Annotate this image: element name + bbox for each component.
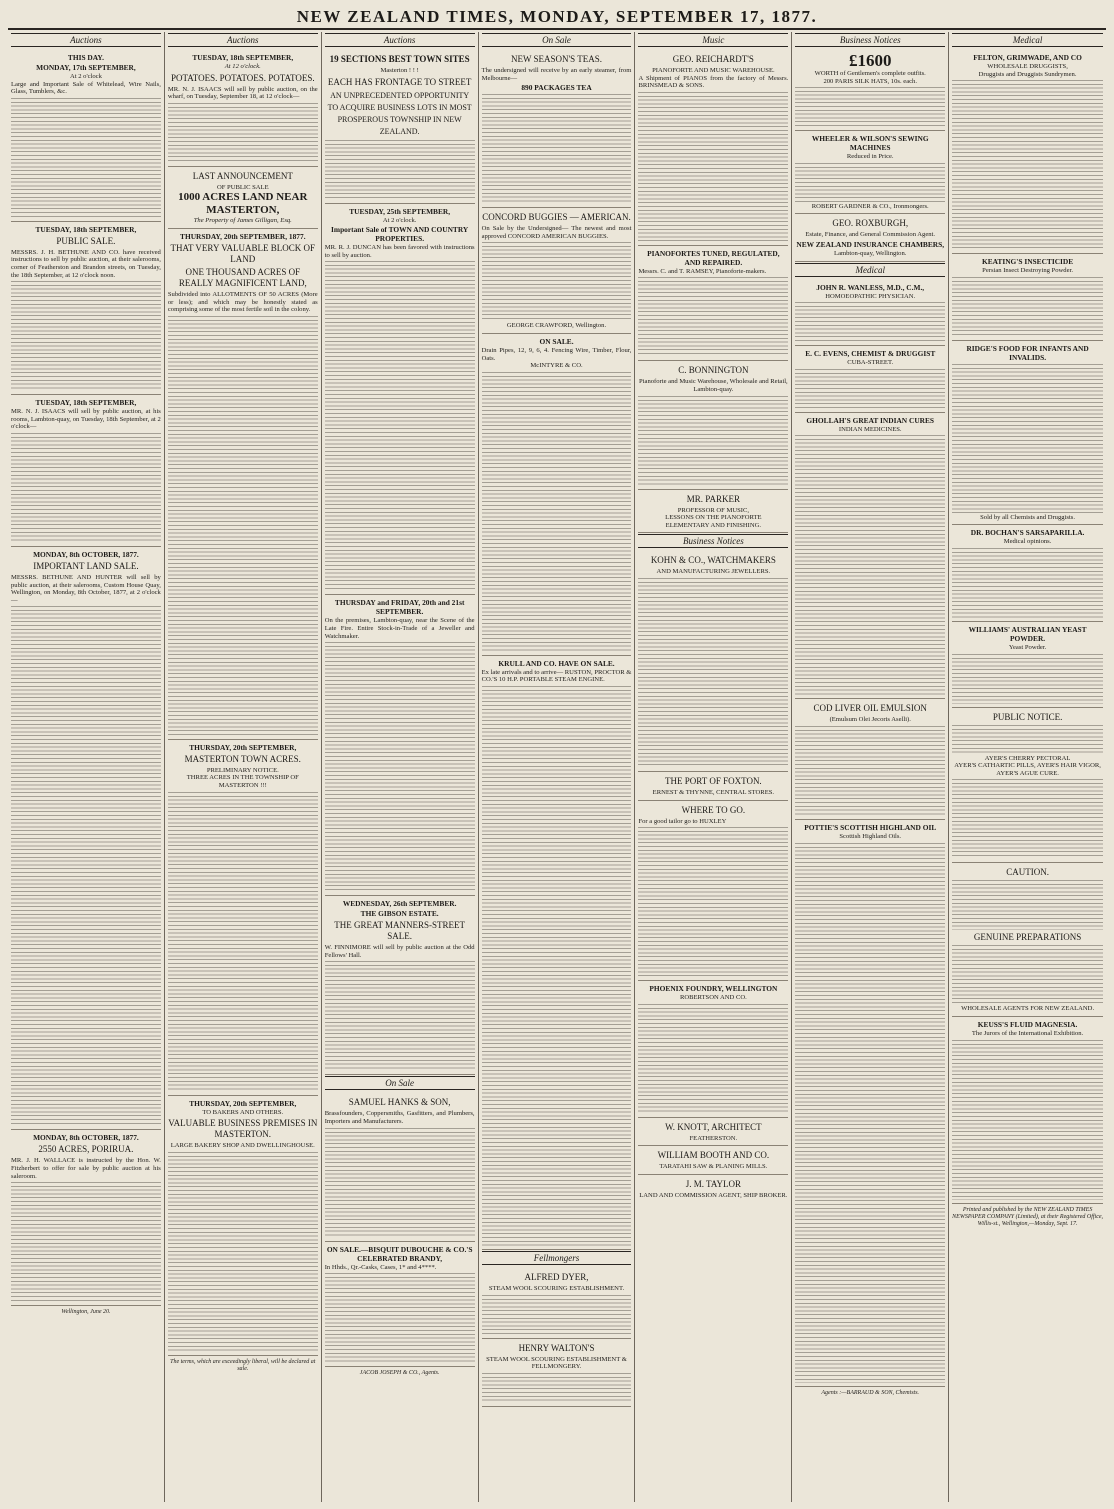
ad-body: MESSRS. J. H. BETHUNE AND CO. have received instructions to sell by public auction, at their salerooms, corner of Featherston and Brandon streets, on Tuesday, the 18th September, at 12 o'clock noon.	[11, 248, 161, 279]
ad-block	[11, 395, 161, 547]
ad-heading: FELTON, GRIMWADE, AND CO	[973, 53, 1082, 62]
ad-body: Drain Pipes, 12, 9, 6, 4. Fencing Wire, Timber, Flour, Oats.	[481, 346, 632, 362]
ad-body: MR. N. J. ISAACS will sell by public auction, on the wharf, on Tuesday, September 18, at 12 o'clock—	[167, 85, 318, 101]
ad-body: AN UNPRECEDENTED OPPORTUNITY TO ACQUIRE BUSINESS LOTS IN MOST PROSPEROUS TOWNSHIP IN NEW ZEALAND.	[327, 90, 472, 136]
ad-block	[638, 1146, 788, 1175]
section-header: Auctions	[325, 33, 475, 47]
ad-line: THE GREAT MANNERS-STREET SALE.	[334, 920, 466, 942]
ad-heading: SAMUEL HANKS & SON,	[348, 1097, 451, 1108]
section-header: Medical	[795, 263, 945, 277]
ad-block	[11, 50, 161, 222]
text-fill	[11, 433, 161, 543]
ad-heading: TUESDAY, 18th SEPTEMBER,	[35, 224, 137, 234]
ad-heading: MONDAY, 8th OCTOBER, 1877.	[33, 549, 139, 559]
text-fill	[952, 80, 1103, 250]
ad-block	[638, 1175, 788, 1203]
ad-body: AYER'S CATHARTIC PILLS, AYER'S HAIR VIGOR, AYER'S AGUE CURE.	[954, 762, 1101, 777]
text-fill	[325, 1128, 475, 1238]
ad-body: On Sale by the Undersigned— The newest and most approved CONCORD AMERICAN BUGGIES.	[481, 225, 632, 240]
ad-line: McINTYRE & CO.	[530, 362, 583, 370]
ad-body: MR. J. H. WALLACE is instructed by the Hon. W. Fitzherbert to offer for sale by public auction at his saleroom.	[11, 1157, 161, 1180]
text-fill	[795, 302, 945, 342]
text-fill	[482, 94, 632, 204]
ad-body: Druggists and Druggists Sundrymen.	[978, 70, 1077, 78]
ad-heading: KRULL AND CO. HAVE ON SALE.	[498, 658, 615, 668]
ad-heading: GEO. REICHARDT'S	[672, 54, 754, 64]
text-fill	[952, 1040, 1103, 1200]
text-fill	[11, 98, 161, 218]
text-fill	[482, 686, 632, 1246]
ad-block	[482, 50, 632, 208]
ad-heading: WHEELER & WILSON'S SEWING MACHINES	[811, 134, 929, 153]
ad-block	[952, 622, 1103, 708]
ad-body: MR. N. J. ISAACS will sell by public auction, at his rooms, Lambton-quay, on Tuesday, 18th September, at 2 o'clock—	[11, 408, 161, 431]
text-fill	[952, 779, 1103, 859]
ad-heading: NEW SEASON'S TEAS.	[510, 54, 603, 64]
ad-subheading: OF PUBLIC SALE	[216, 183, 269, 191]
text-fill	[325, 642, 475, 892]
text-fill	[638, 827, 788, 977]
ad-block	[795, 131, 945, 214]
ad-line: ONE THOUSAND ACRES OF REALLY MAGNIFICENT LAND,	[178, 266, 307, 288]
ad-body: Medical opinions.	[1003, 538, 1052, 546]
ad-body: Subdivided into ALLOTMENTS OF 50 ACRES (More or less); and which may be honestly stated as comprising some of the most fertile soil in the colony.	[167, 290, 318, 314]
text-fill	[325, 1273, 475, 1363]
ad-heading: £1600	[848, 51, 892, 70]
ad-block	[795, 50, 945, 131]
ad-heading: TUESDAY, 25th SEPTEMBER,	[349, 206, 451, 216]
ad-block	[952, 341, 1103, 526]
text-fill	[325, 140, 475, 200]
ad-block	[795, 214, 945, 261]
text-fill	[482, 372, 632, 652]
ad-block	[168, 167, 318, 229]
text-fill	[11, 1182, 161, 1302]
ad-line: Important Sale of TOWN AND COUNTRY PROPERTIES.	[331, 225, 469, 244]
ad-block	[952, 863, 1103, 1017]
ad-body: ELEMENTARY AND FINISHING.	[665, 521, 762, 529]
ad-body: A Shipment of PIANOS from the factory of Messrs. BRINSMEAD & SONS.	[638, 74, 789, 90]
ad-heading: CONCORD BUGGIES — AMERICAN.	[482, 212, 631, 223]
ad-block	[168, 229, 318, 740]
ad-block	[795, 699, 945, 820]
ad-body: STEAM WOOL SCOURING ESTABLISHMENT & FELLMONGERY.	[486, 1355, 627, 1371]
section-header: Music	[638, 33, 788, 47]
ad-line: PRELIMINARY NOTICE.	[206, 766, 279, 774]
text-fill	[168, 316, 318, 736]
ad-heading: C. BONNINGTON	[678, 365, 749, 376]
ad-block	[11, 222, 161, 395]
column-2	[165, 32, 322, 1502]
ad-heading: ALFRED DYER,	[524, 1271, 589, 1282]
ad-block	[638, 50, 788, 246]
ad-block	[325, 1242, 475, 1368]
ad-subheading: TO BAKERS AND OTHERS.	[202, 1108, 284, 1116]
text-fill	[168, 103, 318, 163]
text-fill	[952, 654, 1103, 704]
ad-body: LARGE BAKERY SHOP AND DWELLINGHOUSE.	[170, 1142, 315, 1150]
section-header: Auctions	[11, 33, 161, 47]
ad-body: The Jurors of the International Exhibition.	[971, 1029, 1084, 1037]
column-4	[479, 32, 636, 1502]
ad-body: 200 PARIS SILK HATS, 10s. each.	[823, 77, 917, 85]
text-fill	[325, 961, 475, 1071]
ad-block	[482, 1268, 632, 1339]
ad-block	[638, 361, 788, 489]
ad-body: CUBA-STREET.	[847, 359, 894, 367]
column-7	[949, 32, 1106, 1502]
text-fill	[795, 726, 945, 816]
section-header: Fellmongers	[482, 1251, 632, 1265]
ad-body: MR. R. J. DUNCAN has been favored with instructions to sell by auction.	[324, 244, 475, 259]
section-header: On Sale	[482, 33, 632, 47]
ad-line: VALUABLE BUSINESS PREMISES IN MASTERTON.	[168, 1118, 318, 1140]
ad-body: ERNEST & THYNNE, CENTRAL STORES.	[652, 788, 775, 796]
ad-body: For a good tailor go to HUXLEY	[638, 817, 727, 825]
text-fill	[952, 880, 1103, 930]
text-fill	[952, 945, 1103, 1005]
column-6	[792, 32, 949, 1502]
ad-body: Scottish Highland Oils.	[839, 832, 902, 840]
ad-heading: DR. BOCHAN'S SARSAPARILLA.	[970, 528, 1085, 538]
ad-heading: TUESDAY, 18th SEPTEMBER,	[35, 398, 137, 408]
ad-heading: LAST ANNOUNCEMENT	[192, 170, 293, 181]
ad-body: INDIAN MEDICINES.	[838, 425, 902, 433]
ad-body: In Hhds., Qr.-Casks, Cases, 1* and 4****.	[324, 1263, 437, 1271]
ad-subheading: PIANOFORTE AND MUSIC WAREHOUSE.	[652, 67, 775, 74]
ad-body: AND MANUFACTURING JEWELLERS.	[656, 568, 771, 576]
section-header: Business Notices	[638, 534, 788, 548]
ad-line: GENUINE PREPARATIONS	[973, 932, 1082, 943]
ad-block	[952, 254, 1103, 341]
text-fill	[795, 843, 945, 1383]
ad-heading: PIANOFORTES TUNED, REGULATED, AND REPAIRED.	[647, 248, 780, 267]
ad-body: Lambton-quay, Wellington.	[834, 249, 907, 257]
ad-footer: Wellington, June 20.	[61, 1309, 111, 1316]
ad-heading: KEUSS'S FLUID MAGNESIA.	[977, 1019, 1078, 1029]
section-header: Business Notices	[795, 33, 945, 47]
ad-subheading: WHOLESALE DRUGGISTS,	[987, 63, 1068, 70]
text-fill	[795, 87, 945, 127]
ad-heading: THE PORT OF FOXTON.	[665, 775, 762, 786]
ad-block	[952, 708, 1103, 864]
ad-subheading: PUBLIC SALE.	[56, 235, 116, 246]
ad-body: LAND AND COMMISSION AGENT, SHIP BROKER.	[639, 1191, 788, 1199]
text-fill	[168, 1152, 318, 1352]
ad-body: ROBERT GARDNER & CO., Ironmongers.	[811, 202, 929, 210]
text-fill	[952, 364, 1103, 514]
ad-heading: WEDNESDAY, 26th SEPTEMBER.	[342, 899, 457, 909]
ad-block	[325, 204, 475, 596]
text-fill	[11, 281, 161, 391]
ad-body: On the premises, Lambton-quay, near the Scene of the Late Fire. Entire Stock-in-Trade of a Jeweller and Watchmaker.	[324, 617, 475, 640]
ad-subheading: At 12 o'clock.	[224, 63, 261, 70]
section-header: Auctions	[168, 33, 318, 47]
ad-heading: CAUTION.	[1006, 867, 1049, 878]
ad-heading: W. KNOTT, ARCHITECT	[665, 1121, 762, 1132]
ad-subheading: MONDAY, 17th SEPTEMBER,	[36, 63, 136, 72]
ad-block	[952, 525, 1103, 622]
text-fill	[795, 435, 945, 695]
text-fill	[795, 163, 945, 203]
ad-block	[168, 740, 318, 1096]
text-fill	[638, 396, 788, 486]
ad-body: The Property of James Gilligan, Esq.	[193, 217, 292, 225]
ad-block	[325, 1093, 475, 1241]
ad-subheading: PROFESSOR OF MUSIC,	[677, 506, 749, 514]
ad-heading: WILLIAMS' AUSTRALIAN YEAST POWDER.	[968, 624, 1087, 643]
ad-heading: MR. PARKER	[686, 493, 740, 504]
ad-block	[795, 820, 945, 1387]
ad-block	[638, 1118, 788, 1147]
text-fill	[638, 1004, 788, 1114]
ad-heading: POTTIE'S SCOTTISH HIGHLAND OIL	[804, 822, 937, 832]
ad-footer: Agents :—BARRAUD & SON, Chemists.	[821, 1389, 920, 1396]
ad-block	[952, 50, 1103, 254]
ad-body: Messrs. C. and T. RAMSEY, Pianoforte-makers.	[638, 267, 767, 275]
text-fill	[11, 606, 161, 1126]
ad-heading: THIS DAY.	[67, 53, 104, 62]
ad-body: Brassfounders, Coppersmiths, Gasfitters, and Plumbers, Importers and Manufacturers.	[324, 1110, 475, 1125]
column-1	[8, 32, 165, 1502]
ad-heading: TUESDAY, 18th SEPTEMBER,	[192, 53, 294, 62]
ad-body: Ex late arrivals and to arrive— RUSTON, PROCTOR & CO.'S 10 H.P. PORTABLE STEAM ENGINE.	[481, 668, 632, 684]
text-fill	[952, 725, 1103, 755]
text-fill	[952, 277, 1103, 337]
ad-heading: JOHN R. WANLESS, M.D., C.M.,	[816, 282, 925, 292]
ad-heading: THURSDAY, 20th SEPTEMBER,	[189, 1098, 297, 1108]
ad-block	[638, 801, 788, 982]
ad-subheading: Masterton ! ! !	[380, 67, 419, 74]
ad-heading: J. M. TAYLOR	[685, 1178, 742, 1189]
ad-subheading: Estate, Finance, and General Commission Agent.	[805, 231, 936, 239]
ad-body: The undersigned will receive by an early steamer, from Melbourne—	[481, 67, 632, 82]
ad-body: W. FINNIMORE will sell by public auction at the Odd Fellows' Hall.	[324, 944, 475, 959]
ad-heading: PUBLIC NOTICE.	[992, 711, 1063, 722]
columns	[8, 32, 1106, 1502]
ad-subheading: IMPORTANT LAND SALE.	[33, 560, 139, 571]
ad-body: Persian Insect Destroying Powder.	[982, 267, 1073, 275]
ad-block	[638, 551, 788, 772]
ad-block	[952, 1017, 1103, 1204]
ad-block	[638, 981, 788, 1118]
ad-line: AYER'S CHERRY PECTORAL	[984, 754, 1071, 762]
ad-body: WHOLESALE AGENTS FOR NEW ZEALAND.	[961, 1005, 1095, 1013]
ad-heading: RIDGE'S FOOD FOR INFANTS AND INVALIDS.	[966, 343, 1089, 362]
ad-block	[482, 1339, 632, 1407]
ad-heading: KOHN & CO., WATCHMAKERS	[650, 555, 776, 566]
ad-body: ROBERTSON AND CO.	[679, 994, 747, 1002]
ad-heading: HENRY WALTON'S	[518, 1342, 595, 1353]
ad-heading: THURSDAY and FRIDAY, 20th and 21st SEPTEMBER.	[334, 598, 465, 617]
ad-line: 1000 ACRES LAND NEAR MASTERTON,	[178, 191, 308, 217]
ad-line: At 2 o'clock	[69, 73, 102, 80]
ad-heading: WILLIAM BOOTH AND CO.	[657, 1150, 770, 1161]
ad-heading: GEO. ROXBURGH,	[832, 218, 909, 229]
ad-line: LESSONS ON THE PIANOFORTE	[665, 514, 762, 522]
ad-heading: ON SALE.—BISQUIT DUBOUCHE & CO.'S CELEBRATED BRANDY,	[326, 1244, 473, 1263]
text-fill	[795, 369, 945, 409]
ad-heading: KEATING'S INSECTICIDE	[981, 257, 1074, 267]
ad-body: Pianoforte and Music Warehouse, Wholesale and Retail, Lambton-quay.	[639, 378, 788, 393]
ad-body: MESSRS. BETHUNE AND HUNTER will sell by public auction, at their salerooms, Custom House Quay, Wellington, on Monday, 8th October, 1877, at 2 o'clock—	[11, 573, 161, 604]
ad-block	[325, 50, 475, 204]
section-header: On Sale	[325, 1076, 475, 1090]
ad-body: TARATAHI SAW & PLANING MILLS.	[659, 1163, 768, 1171]
text-fill	[482, 1373, 632, 1403]
column-3	[322, 32, 479, 1502]
text-fill	[325, 261, 475, 591]
ad-body: (Emulsum Olei Jecoris Aselli).	[829, 716, 911, 724]
ad-heading: GHOLLAH'S GREAT INDIAN CURES	[806, 415, 935, 425]
text-fill	[168, 792, 318, 1092]
ad-block	[482, 334, 632, 656]
section-header: Medical	[952, 33, 1103, 47]
ad-block	[168, 1096, 318, 1356]
ad-block	[325, 595, 475, 896]
text-fill	[638, 92, 788, 242]
ad-line: 890 PACKAGES TEA	[521, 83, 592, 93]
ad-heading: WHERE TO GO.	[681, 804, 746, 815]
ad-block	[795, 413, 945, 700]
ad-subheading: At 2 o'clock.	[382, 216, 417, 224]
ad-line: NEW ZEALAND INSURANCE CHAMBERS,	[796, 239, 945, 249]
ad-heading: THURSDAY, 20th SEPTEMBER, 1877.	[180, 231, 306, 241]
ad-heading: E. C. EVENS, CHEMIST & DRUGGIST	[805, 349, 936, 359]
ad-heading: 19 SECTIONS BEST TOWN SITES	[329, 54, 470, 64]
ad-block	[795, 280, 945, 347]
ad-block	[482, 208, 632, 334]
ad-line: EACH HAS FRONTAGE TO STREET	[327, 76, 472, 87]
ad-footer: The terms, which are exceedingly liberal, will be declared at sale.	[170, 1358, 316, 1372]
ad-block	[11, 547, 161, 1130]
ad-block	[795, 346, 945, 413]
ad-subheading: MASTERTON TOWN ACRES.	[184, 753, 301, 764]
ad-heading: PHOENIX FOUNDRY, WELLINGTON	[649, 984, 778, 994]
ad-heading: COD LIVER OIL EMULSION	[813, 703, 927, 714]
text-fill	[952, 548, 1103, 618]
ad-body: THREE ACRES IN THE TOWNSHIP OF MASTERTON !!!	[186, 774, 299, 789]
ad-footer: JACOB JOSEPH & CO., Agents.	[359, 1370, 440, 1377]
ad-body: Sold by all Chemists and Druggists.	[980, 513, 1076, 521]
imprint-footer: Printed and published by the NEW ZEALAND TIMES NEWSPAPER COMPANY (Limited), at their Registered Office, Willis-st., Wellington,—Monday, Sept. 17.	[952, 1206, 1104, 1227]
ad-heading: ON SALE.	[539, 336, 574, 346]
ad-subheading: THAT VERY VALUABLE BLOCK OF LAND	[170, 242, 316, 264]
ad-body: STEAM WOOL SCOURING ESTABLISHMENT.	[488, 1284, 625, 1292]
ad-heading: MONDAY, 8th OCTOBER, 1877.	[33, 1133, 139, 1143]
ad-block	[638, 490, 788, 534]
column-5	[635, 32, 792, 1502]
ad-body: FEATHERSTON.	[689, 1134, 738, 1142]
ad-block	[168, 50, 318, 167]
ad-line: GEORGE CRAWFORD, Wellington.	[506, 322, 607, 330]
ad-subheading: THE GIBSON ESTATE.	[360, 909, 439, 919]
text-fill	[482, 242, 632, 322]
ad-body: Yeast Powder.	[1008, 643, 1047, 651]
text-fill	[638, 578, 788, 768]
ad-subheading: 2550 ACRES, PORIRUA.	[38, 1144, 134, 1155]
ad-heading: THURSDAY, 20th SEPTEMBER,	[189, 742, 297, 752]
ad-block	[482, 656, 632, 1250]
ad-block	[11, 1130, 161, 1306]
ad-subheading: Reduced in Price.	[846, 153, 894, 161]
ad-body: Large and Important Sale of Whitelead, Wire Nails, Glass, Tumblers, &c.	[11, 80, 161, 96]
ad-subheading: WORTH of Gentlemen's complete outfits.	[814, 70, 926, 77]
text-fill	[638, 277, 788, 357]
ad-block	[325, 896, 475, 1075]
ad-line: POTATOES. POTATOES. POTATOES.	[170, 72, 315, 83]
text-fill	[482, 1295, 632, 1335]
masthead: NEW ZEALAND TIMES, MONDAY, SEPTEMBER 17, 1877.	[8, 6, 1106, 30]
ad-body: HOMOEOPATHIC PHYSICIAN.	[825, 292, 916, 300]
ad-block	[638, 772, 788, 801]
ad-block	[638, 246, 788, 362]
